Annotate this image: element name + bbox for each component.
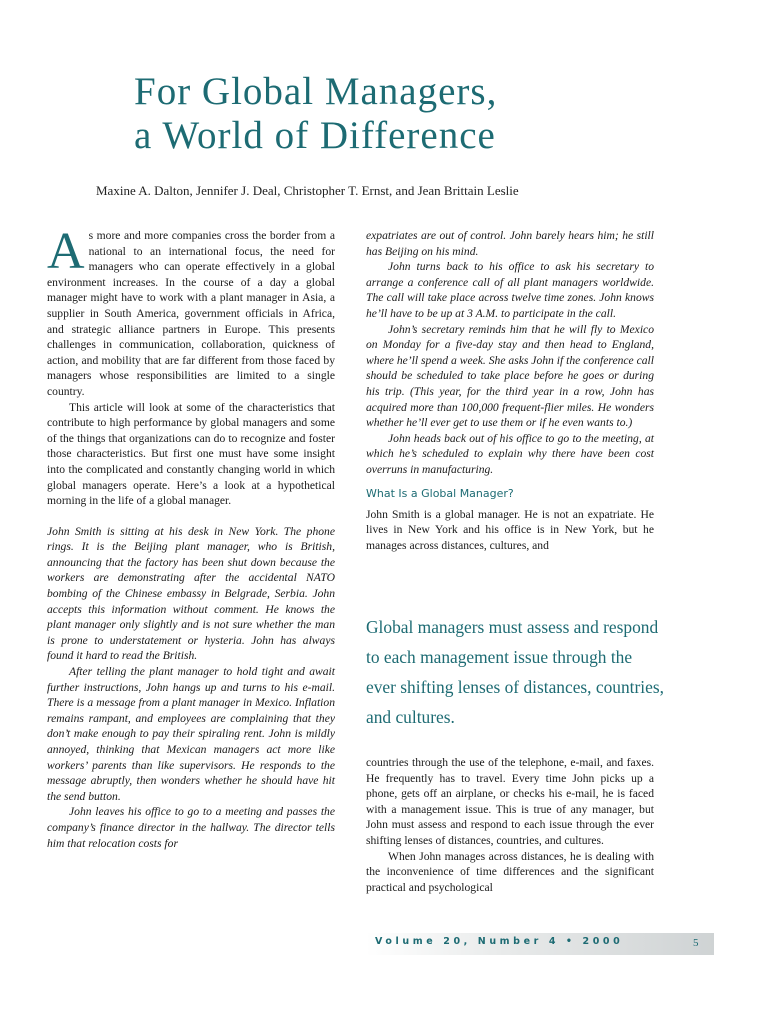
paragraph: countries through the use of the telephone, e-mail, and faxes. He frequently has to travel. Every time John picks up a phone, gets off an airplane, or checks his e-mail, he is faced with a management issue. This is true of any manager, but John must assess and respond to each issue through the ever shifting lenses of distances, countries, and cultures.: [366, 756, 654, 847]
scenario-paragraph: John heads back out of his office to go to the meeting, at which he’s scheduled to explain why there have been cost overruns in manufacturing.: [366, 431, 654, 476]
paragraph: This article will look at some of the characteristics that contribute to high performance by global managers and some of the things that organizations can do to recognize and foster those characteristics. But first one must have some insight into the complicated and constantly changing world in which global managers operate. Here’s a look at a hypothetical morning in the life of a global manager.: [47, 400, 335, 508]
title-line-2: a World of Difference: [134, 114, 496, 157]
article-title: [134, 70, 734, 158]
intro-text: s more and more companies cross the border from a national to an international focus, the need for managers who can operate effectively in a global environment increases. In the course of a day a global manager might have to work with a plant manager in Asia, a supplier in South America, government officials in Africa, and strategic alliance partners in Europe. This presents challenges in communication, collaboration, quickness of action, and mobility that are far different from those faced by managers whose responsibilities are limited to a single country.: [47, 229, 335, 398]
intro-paragraph: [47, 223, 335, 400]
section-heading: What Is a Global Manager?: [366, 486, 514, 500]
paragraph: John Smith is a global manager. He is not an expatriate. He lives in New York and his office is in New York, but he manages across distances, cultures, and: [366, 507, 654, 552]
scenario-paragraph: expatriates are out of control. John barely hears him; he still has Beijing on his mind.: [366, 229, 654, 258]
title-line-1: For Global Managers,: [134, 70, 498, 113]
volume-info: Volume 20, Number 4 • 2000: [375, 936, 624, 947]
right-column-bottom: [366, 755, 654, 895]
scenario-paragraph: John turns back to his office to ask his secretary to arrange a conference call of all plant managers worldwide. The call will take place across twelve time zones. John knows he’ll have to be up at 3 A.M. to participate in the call.: [366, 260, 654, 320]
pull-quote: Global managers must assess and respond to each management issue through the ever shifting lenses of distances, countries, and cultures.: [366, 617, 664, 727]
scenario-paragraph: John Smith is sitting at his desk in New York. The phone rings. It is the Beijing plant manager, who is British, announcing that the factory has been shut down because the workers are demonstrating after the accidental NATO bombing of the Chinese embassy in Belgrade, Serbia. John accepts this information without comment. He knows the plant manager only slightly and is not sure whether the man is prone to understatement or hysteria. John has always found it hard to read the British.: [47, 524, 335, 663]
scenario-paragraph: After telling the plant manager to hold tight and await further instructions, John hangs up and turns to his e-mail. There is a message from a plant manager in Mexico. Inflation remains rampant, and employees are complaining that they don’t make enough to pay their spiraling rent. John is mildly annoyed, thinking that Mexican managers act more like workers’ parents than like supervisors. He responds to the message abruptly, then wonders whether he should have hit the send button.: [47, 665, 335, 803]
author-byline: Maxine A. Dalton, Jennifer J. Deal, Christopher T. Ernst, and Jean Brittain Leslie: [96, 183, 519, 198]
right-column-top: [366, 228, 654, 553]
scenario-paragraph: John’s secretary reminds him that he will fly to Mexico on Monday for a five-day stay and then head to England, where he’ll spend a week. She asks John if the conference call should be scheduled to take place before he goes or during his trip. (This year, for the third year in a row, John has acquired more than 100,000 frequent-flier miles. He wonders whether he’ll ever get to use them or if he even wants to.): [366, 322, 654, 430]
page-number: 5: [693, 937, 699, 949]
left-column: [47, 223, 335, 851]
paragraph: When John manages across distances, he is dealing with the inconvenience of time differences and the significant practical and psychological: [366, 849, 654, 894]
scenario-paragraph: John leaves his office to go to a meeting and passes the company’s finance director in the hallway. The director tells him that relocation costs for: [47, 805, 335, 850]
drop-cap: A: [47, 223, 85, 280]
